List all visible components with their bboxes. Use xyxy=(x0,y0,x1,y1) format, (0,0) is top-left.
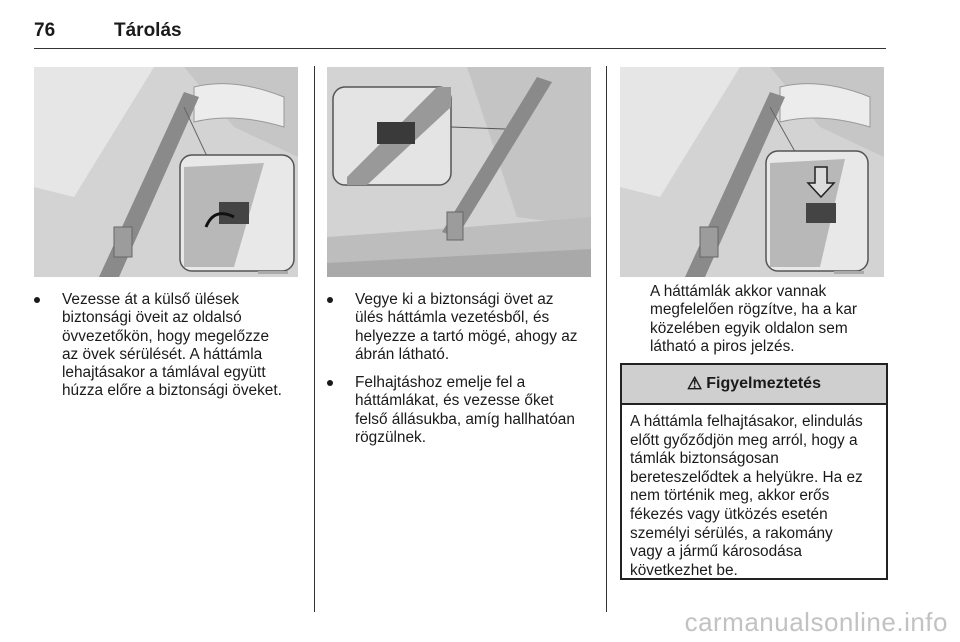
line: az övek sérülését. A háttámla xyxy=(62,345,263,363)
page-title: Tárolás xyxy=(114,20,182,41)
line: háttámlákat, és vezesse őket xyxy=(355,392,554,410)
warning-title: Figyelmeztetés xyxy=(706,375,821,392)
line: Vezesse át a külső ülések xyxy=(62,291,240,308)
line: lehajtásakor a támlával együtt xyxy=(62,364,266,382)
line: ülés háttámla vezetésből, és xyxy=(355,309,550,327)
list-item xyxy=(34,291,309,401)
column-2-text xyxy=(327,291,602,457)
line: személyi sérülés, a rakomány xyxy=(630,524,833,542)
line: bereteszelődtek a helyükre. Ha ez xyxy=(630,468,863,486)
header-rule xyxy=(34,48,886,49)
bullet-dot xyxy=(327,297,333,303)
column-3-text xyxy=(622,283,886,356)
paragraph xyxy=(622,283,886,356)
line: látható a piros jelzés. xyxy=(650,337,795,355)
seatbelt-guide-illustration xyxy=(34,67,298,277)
line: ábrán látható. xyxy=(355,345,450,363)
page-header xyxy=(34,20,886,50)
bullet-dot xyxy=(34,297,40,303)
line: előtt győződjön meg arról, hogy a xyxy=(630,431,858,449)
line: nem történik meg, akkor erős xyxy=(630,487,830,505)
warning-header xyxy=(622,365,886,405)
line: támlák biztonságosan xyxy=(630,450,779,468)
line: fékezés vagy ütközés esetén xyxy=(630,505,828,523)
page-number: 76 xyxy=(34,20,56,41)
seatback-latch-illustration xyxy=(620,67,884,277)
line: megfelelően rögzítve, ha a kar xyxy=(650,301,858,319)
line: közelében egyik oldalon sem xyxy=(650,319,848,337)
list-item xyxy=(327,374,602,447)
line: Vegye ki a biztonsági övet az xyxy=(355,291,554,308)
line: húzza előre a biztonsági öveket. xyxy=(62,382,282,400)
line: Felhajtáshoz emelje fel a xyxy=(355,374,526,392)
list-item xyxy=(327,291,602,364)
line: biztonsági öveit az oldalsó xyxy=(62,309,242,327)
line: rögzülnek. xyxy=(355,429,427,447)
column-divider xyxy=(314,66,315,612)
line: helyezze a tartó mögé, ahogy az xyxy=(355,327,578,345)
watermark: carmanualsonline.info xyxy=(684,607,948,637)
bullet-dot xyxy=(327,380,333,386)
line: A háttámlák akkor vannak xyxy=(650,283,827,300)
column-1-text xyxy=(34,291,309,411)
warning-body xyxy=(622,405,886,580)
line: övvezetőkön, hogy megelőzze xyxy=(62,327,270,345)
seatbelt-holder-illustration xyxy=(327,67,591,277)
line: A háttámla felhajtásakor, elindulás xyxy=(630,413,863,430)
warning-box xyxy=(620,363,888,580)
warning-triangle-icon: ⚠ xyxy=(687,374,703,393)
line: felső állásukba, amíg hallhatóan xyxy=(355,410,575,428)
column-divider xyxy=(606,66,607,612)
line: következhet be. xyxy=(630,561,738,579)
line: vagy a jármű károsodása xyxy=(630,543,802,561)
